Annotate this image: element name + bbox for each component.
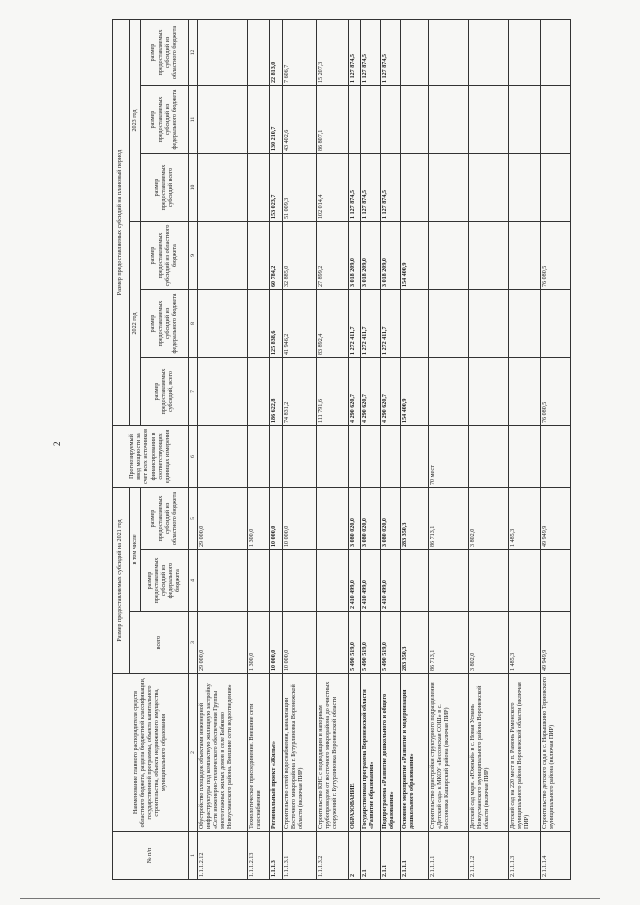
cell-no: 2.1.1.1.4	[540, 832, 570, 880]
cell-t23	[508, 154, 540, 222]
cell-f23	[400, 86, 428, 154]
cell-r23	[508, 19, 540, 85]
colnum: 10	[189, 154, 197, 222]
colnum: 3	[189, 612, 197, 674]
cell-f21	[468, 550, 508, 612]
cell-no: 2.1.1.1	[400, 832, 428, 880]
cell-t22: 4 290 620,7	[360, 358, 380, 426]
cell-t22	[508, 358, 540, 426]
colnum: 12	[189, 19, 197, 85]
table-row	[348, 19, 360, 879]
cell-t21: 86 713,1	[428, 612, 468, 674]
cell-f23: 86 807,1	[316, 86, 348, 154]
cell-f23: 43 402,6	[282, 86, 316, 154]
cell-name: Строительство КНС с подводящим и напорным трубопроводом от восточного микрорайона до очистных сооружений г. Бутурлиновка Воронежской области	[316, 674, 348, 832]
footer-divider	[20, 898, 600, 899]
cell-r21: 49 949,9	[540, 488, 570, 550]
cell-f22	[400, 290, 428, 358]
cell-f22: 125 838,6	[269, 290, 282, 358]
cell-r21: 10 000,0	[269, 488, 282, 550]
table-row	[400, 19, 428, 879]
cell-t21: 10 000,0	[282, 612, 316, 674]
cell-name: Региональный проект «Жилье»	[269, 674, 282, 832]
cell-r23	[197, 19, 247, 85]
cell-f21	[508, 550, 540, 612]
table-row	[316, 19, 348, 879]
cell-cap	[540, 426, 570, 488]
cell-t21: 5 490 519,0	[348, 612, 360, 674]
cell-f22	[540, 290, 570, 358]
cell-name: Детский сад на 220 мест в п. Рамонь Рамонского муниципального района Воронежской области (включая ПИР)	[508, 674, 540, 832]
header-2022: 2022 год	[130, 222, 141, 426]
cell-t23: 1 127 874,5	[360, 154, 380, 222]
cell-t22: 4 290 620,7	[380, 358, 400, 426]
cell-t22: 4 290 620,7	[348, 358, 360, 426]
header-reg-2022: размер предоставляемых субсидий из областного бюджета	[141, 222, 189, 290]
cell-t23: 153 023,7	[269, 154, 282, 222]
subsidy-table	[112, 19, 571, 880]
cell-r21: 3 080 020,0	[380, 488, 400, 550]
colnum: 9	[189, 222, 197, 290]
cell-r23: 1 127 874,5	[348, 19, 360, 85]
cell-f22	[428, 290, 468, 358]
cell-f23	[360, 86, 380, 154]
cell-r21: 86 713,1	[428, 488, 468, 550]
cell-t21: 3 802,0	[468, 612, 508, 674]
colnum: 4	[189, 550, 197, 612]
header-name: Наименование главного распорядителя средств областного бюджета, раздела бюджетной классификации, государственной программы, объекта капитального строительства, объекта недвижимого имущества, муниципального образования	[113, 674, 189, 832]
cell-t21: 1 300,0	[247, 612, 269, 674]
cell-no: 1.1.1.3.1	[282, 832, 316, 880]
header-total-2021: всего	[130, 612, 189, 674]
cell-f22	[247, 290, 269, 358]
cell-t23	[400, 154, 428, 222]
cell-t22: 154 400,9	[400, 358, 428, 426]
cell-r21: 283 350,3	[400, 488, 428, 550]
cell-r22: 3 018 209,0	[348, 222, 360, 290]
colnum: 8	[189, 290, 197, 358]
cell-name: ОБРАЗОВАНИЕ	[348, 674, 360, 832]
cell-r23: 1 127 874,5	[380, 19, 400, 85]
cell-f22: 1 272 411,7	[348, 290, 360, 358]
cell-f21	[247, 550, 269, 612]
cell-r21: 29 000,0	[197, 488, 247, 550]
cell-t23	[468, 154, 508, 222]
rotated-document	[112, 20, 612, 880]
cell-f21	[197, 550, 247, 612]
cell-no: 2.1	[360, 832, 380, 880]
cell-r22	[508, 222, 540, 290]
cell-t21: 10 000,0	[269, 612, 282, 674]
cell-cap	[269, 426, 282, 488]
cell-t23	[540, 154, 570, 222]
cell-t21: 29 000,0	[197, 612, 247, 674]
cell-t23: 1 127 874,5	[348, 154, 360, 222]
cell-t21	[316, 612, 348, 674]
cell-t22: 74 831,2	[282, 358, 316, 426]
cell-name: Технологическое присоединение. Внешние сети газоснабжения	[247, 674, 269, 832]
cell-r21: 3 802,0	[468, 488, 508, 550]
cell-no: 1.1.1.2.13	[247, 832, 269, 880]
cell-f21	[428, 550, 468, 612]
cell-f23	[468, 86, 508, 154]
cell-cap	[508, 426, 540, 488]
table-row	[247, 19, 269, 879]
table-row	[380, 19, 400, 879]
cell-r22: 27 899,2	[316, 222, 348, 290]
header-fed-2023: размер предоставляемых субсидий из федерального бюджета	[141, 86, 189, 154]
cell-f22: 41 946,2	[282, 290, 316, 358]
header-2021: Размер предоставляемых субсидий на 2021 год	[113, 488, 130, 674]
cell-t21: 1 485,3	[508, 612, 540, 674]
cell-f23: 130 210,7	[269, 86, 282, 154]
cell-t21: 5 490 519,0	[380, 612, 400, 674]
cell-cap	[316, 426, 348, 488]
cell-no: 1.1.1.3	[269, 832, 282, 880]
cell-r23: 7 606,7	[282, 19, 316, 85]
cell-cap	[282, 426, 316, 488]
cell-name: Обустройство площадок объектами инженерной инфраструктуры под компактную жилищную застройку «Сети инженерно-технического обеспечения Группы многоэтажных жилых домов в селе Бабяково Новоусманского района. Внешние сети водоотведения»	[197, 674, 247, 832]
cell-r23	[468, 19, 508, 85]
cell-f21	[400, 550, 428, 612]
cell-cap	[400, 426, 428, 488]
header-reg-2021: размер предоставляемых субсидий из областного бюджета	[141, 488, 189, 550]
cell-f22: 1 272 411,7	[380, 290, 400, 358]
cell-r22: 154 400,9	[400, 222, 428, 290]
header-reg-2023: размер предоставляемых субсидий из областного бюджета	[141, 19, 189, 85]
cell-cap	[360, 426, 380, 488]
cell-r21: 3 080 020,0	[360, 488, 380, 550]
cell-r21: 1 485,3	[508, 488, 540, 550]
cell-t22: 111 791,6	[316, 358, 348, 426]
cell-f21: 2 410 499,0	[380, 550, 400, 612]
cell-f22	[468, 290, 508, 358]
cell-r22: 32 885,0	[282, 222, 316, 290]
cell-r21	[316, 488, 348, 550]
cell-t23	[428, 154, 468, 222]
cell-cap	[247, 426, 269, 488]
cell-f23	[508, 86, 540, 154]
table-row	[282, 19, 316, 879]
cell-r22: 60 784,2	[269, 222, 282, 290]
colnum: 11	[189, 86, 197, 154]
cell-t23	[247, 154, 269, 222]
cell-no: 2.1.1.1.3	[508, 832, 540, 880]
cell-cap	[468, 426, 508, 488]
cell-f21: 2 410 499,0	[348, 550, 360, 612]
cell-name: Строительство пристройки структурного подразделения «Детский сад» к МКОУ «Бессонская СОШ» в с. Бессоновка Каширский района (включая ПИР)	[428, 674, 468, 832]
colnum: 7	[189, 358, 197, 426]
cell-r22	[247, 222, 269, 290]
cell-name: Детский сад мкрн. «Южный» в с. Новая Усмань Новоусманского муниципального района Воронежской области (включая ПИР)	[468, 674, 508, 832]
cell-r23	[247, 19, 269, 85]
cell-t23: 1 127 874,5	[380, 154, 400, 222]
cell-name: Государственная программа Воронежской области «Развитие образования»	[360, 674, 380, 832]
cell-f21	[540, 550, 570, 612]
cell-r22: 76 080,5	[540, 222, 570, 290]
cell-f22: 83 892,4	[316, 290, 348, 358]
cell-r22: 3 018 209,0	[360, 222, 380, 290]
colnum: 2	[189, 674, 197, 832]
column-number-row	[189, 19, 197, 879]
cell-f21	[316, 550, 348, 612]
cell-no: 2.1.1.1.2	[468, 832, 508, 880]
cell-no: 1.1.1.2.12	[197, 832, 247, 880]
cell-f23	[428, 86, 468, 154]
cell-t23: 102 014,4	[316, 154, 348, 222]
page-number: 2	[52, 441, 62, 446]
cell-t21: 5 490 519,0	[360, 612, 380, 674]
cell-f22: 1 272 411,7	[360, 290, 380, 358]
cell-t22: 186 622,8	[269, 358, 282, 426]
cell-no: 1.1.1.3.2	[316, 832, 348, 880]
cell-t21: 49 949,9	[540, 612, 570, 674]
cell-t22	[468, 358, 508, 426]
cell-cap: 70 мест	[428, 426, 468, 488]
cell-cap	[380, 426, 400, 488]
header-2023: 2023 год	[130, 19, 141, 221]
cell-no: 2	[348, 832, 360, 880]
cell-r22	[428, 222, 468, 290]
cell-t23	[197, 154, 247, 222]
cell-f23	[247, 86, 269, 154]
cell-f22	[197, 290, 247, 358]
cell-t22	[247, 358, 269, 426]
cell-t21: 283 350,3	[400, 612, 428, 674]
cell-cap	[197, 426, 247, 488]
cell-f23	[197, 86, 247, 154]
cell-no: 2.1.1.1.1	[428, 832, 468, 880]
table-body	[197, 19, 570, 879]
table-row	[428, 19, 468, 879]
cell-r21: 10 000,0	[282, 488, 316, 550]
header-fed-2021: размер предоставляемых субсидий из федерального бюджета	[141, 550, 189, 612]
cell-t23: 51 009,3	[282, 154, 316, 222]
table-row	[360, 19, 380, 879]
header-total-2023: размер предоставляемых субсидий всего	[141, 154, 189, 222]
header-capacity: Прогнозируемый ввод мощности за счет всех источников финансирования в соответствующих единицах измерения	[113, 426, 189, 488]
cell-r22	[468, 222, 508, 290]
cell-r23: 1 127 874,5	[360, 19, 380, 85]
cell-f23	[380, 86, 400, 154]
header-plan: Размер предоставляемых субсидий на плановый период	[113, 19, 130, 425]
cell-f23	[348, 86, 360, 154]
cell-t22	[197, 358, 247, 426]
table-row	[468, 19, 508, 879]
cell-name: Основное мероприятие «Развитие и модернизация дошкольного образования»	[400, 674, 428, 832]
cell-no: 2.1.1	[380, 832, 400, 880]
cell-r23	[400, 19, 428, 85]
table-row	[197, 19, 247, 879]
header-no: № п/п	[113, 832, 189, 880]
cell-r23: 15 207,3	[316, 19, 348, 85]
cell-cap	[348, 426, 360, 488]
cell-r23	[540, 19, 570, 85]
cell-name: Подпрограмма «Развитие дошкольного и общего образования»	[380, 674, 400, 832]
cell-t22	[428, 358, 468, 426]
colnum: 5	[189, 488, 197, 550]
table-row	[508, 19, 540, 879]
cell-r23	[428, 19, 468, 85]
colnum: 6	[189, 426, 197, 488]
cell-name: Строительство сетей водоснабжения, канализации Восточного микрорайона г. Бутурлиновка Воронежской области (включая ПИР)	[282, 674, 316, 832]
cell-f21	[282, 550, 316, 612]
cell-r21: 1 300,0	[247, 488, 269, 550]
cell-r22	[197, 222, 247, 290]
table-header	[113, 19, 198, 879]
header-total-2022: размер предоставляемых субсидий, всего	[141, 358, 189, 426]
cell-r23: 22 813,0	[269, 19, 282, 85]
cell-f22	[508, 290, 540, 358]
cell-f21	[269, 550, 282, 612]
cell-f23	[540, 86, 570, 154]
header-incl: в том числе	[130, 488, 141, 612]
cell-r21: 3 080 020,0	[348, 488, 360, 550]
table-row	[540, 19, 570, 879]
header-fed-2022: размер предоставляемых субсидий из федерального бюджета	[141, 290, 189, 358]
cell-t22: 76 080,5	[540, 358, 570, 426]
colnum: 1	[189, 832, 197, 880]
cell-r22: 3 018 209,0	[380, 222, 400, 290]
table-row	[269, 19, 282, 879]
cell-f21: 2 410 499,0	[360, 550, 380, 612]
cell-name: Строительство детского сада в с. Нарышкино Терновского муниципального района (включая ПИР)	[540, 674, 570, 832]
